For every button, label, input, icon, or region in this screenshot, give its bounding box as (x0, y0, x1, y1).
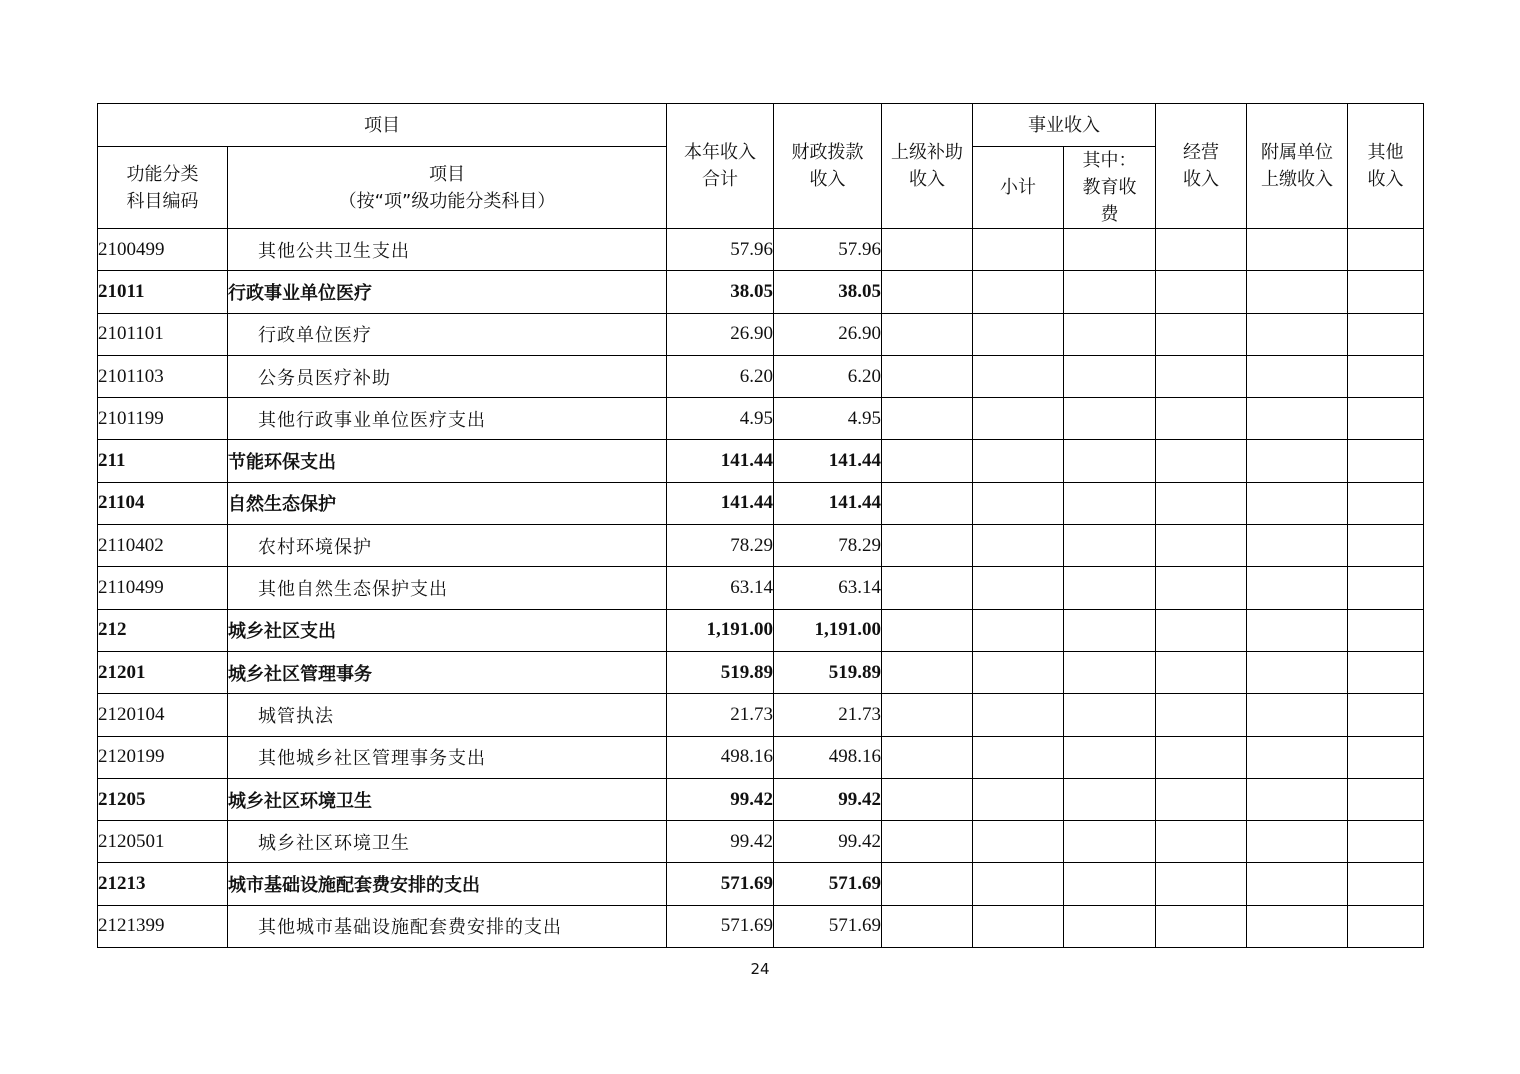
superior-subsidy-cell (882, 482, 973, 524)
name-cell: 城乡社区管理事务 (228, 651, 667, 693)
affiliated-income-cell (1247, 821, 1348, 863)
table-row (98, 355, 1424, 397)
education-fee-cell (1064, 863, 1156, 905)
other-income-cell (1348, 567, 1424, 609)
code-cell: 21011 (98, 271, 228, 313)
total-income-cell: 38.05 (667, 271, 774, 313)
superior-subsidy-cell (882, 609, 973, 651)
other-income-cell (1348, 313, 1424, 355)
table-row (98, 821, 1424, 863)
education-fee-cell (1064, 271, 1156, 313)
affiliated-income-cell (1247, 525, 1348, 567)
superior-subsidy-cell (882, 821, 973, 863)
affiliated-income-cell (1247, 482, 1348, 524)
education-fee-cell (1064, 651, 1156, 693)
other-income-cell (1348, 905, 1424, 947)
name-cell: 节能环保支出 (228, 440, 667, 482)
operating-income-cell (1156, 525, 1247, 567)
education-fee-cell (1064, 440, 1156, 482)
education-fee-cell (1064, 313, 1156, 355)
total-income-cell: 4.95 (667, 398, 774, 440)
page-number: 24 (750, 960, 770, 978)
name-cell: 城乡社区环境卫生 (228, 778, 667, 820)
name-cell: 农村环境保护 (228, 525, 667, 567)
other-income-cell (1348, 398, 1424, 440)
superior-subsidy-cell (882, 694, 973, 736)
code-cell: 2120199 (98, 736, 228, 778)
affiliated-income-cell (1247, 778, 1348, 820)
header-project-sub-title: 项目 (429, 163, 465, 185)
total-income-cell: 498.16 (667, 736, 774, 778)
business-subtotal-cell (973, 525, 1064, 567)
business-subtotal-cell (973, 355, 1064, 397)
name-cell: 其他行政事业单位医疗支出 (228, 398, 667, 440)
education-fee-cell (1064, 609, 1156, 651)
total-income-cell: 141.44 (667, 482, 774, 524)
total-income-cell: 78.29 (667, 525, 774, 567)
affiliated-income-cell (1247, 567, 1348, 609)
operating-income-cell (1156, 736, 1247, 778)
superior-subsidy-cell (882, 229, 973, 271)
operating-income-cell (1156, 863, 1247, 905)
table-row (98, 651, 1424, 693)
header-subtotal: 小计 (973, 147, 1064, 229)
table-row (98, 567, 1424, 609)
name-cell: 行政单位医疗 (228, 313, 667, 355)
table-row (98, 778, 1424, 820)
fiscal-appropriation-cell: 571.69 (774, 905, 882, 947)
code-cell: 21205 (98, 778, 228, 820)
operating-income-cell (1156, 609, 1247, 651)
business-subtotal-cell (973, 398, 1064, 440)
education-fee-cell (1064, 567, 1156, 609)
code-cell: 2120104 (98, 694, 228, 736)
table-row (98, 863, 1424, 905)
header-business-income: 事业收入 (973, 104, 1156, 147)
code-cell: 2101199 (98, 398, 228, 440)
total-income-cell: 571.69 (667, 863, 774, 905)
superior-subsidy-cell (882, 525, 973, 567)
other-income-cell (1348, 525, 1424, 567)
fiscal-appropriation-cell: 4.95 (774, 398, 882, 440)
code-cell: 211 (98, 440, 228, 482)
superior-subsidy-cell (882, 398, 973, 440)
affiliated-income-cell (1247, 440, 1348, 482)
operating-income-cell (1156, 821, 1247, 863)
fiscal-appropriation-cell: 38.05 (774, 271, 882, 313)
affiliated-income-cell (1247, 313, 1348, 355)
education-fee-cell (1064, 398, 1156, 440)
header-project-sub (228, 147, 667, 229)
table-row (98, 609, 1424, 651)
business-subtotal-cell (973, 863, 1064, 905)
operating-income-cell (1156, 694, 1247, 736)
education-fee-cell (1064, 736, 1156, 778)
name-cell: 其他公共卫生支出 (228, 229, 667, 271)
table-row (98, 398, 1424, 440)
business-subtotal-cell (973, 736, 1064, 778)
code-cell: 2110499 (98, 567, 228, 609)
other-income-cell (1348, 778, 1424, 820)
table-row (98, 905, 1424, 947)
education-fee-cell (1064, 525, 1156, 567)
fiscal-appropriation-cell: 6.20 (774, 355, 882, 397)
code-cell: 212 (98, 609, 228, 651)
fiscal-appropriation-cell: 78.29 (774, 525, 882, 567)
affiliated-income-cell (1247, 694, 1348, 736)
other-income-cell (1348, 651, 1424, 693)
fiscal-appropriation-cell: 99.42 (774, 821, 882, 863)
header-of-which-edu: 其中：教育收费 (1064, 147, 1156, 229)
other-income-cell (1348, 863, 1424, 905)
total-income-cell: 141.44 (667, 440, 774, 482)
fiscal-appropriation-cell: 63.14 (774, 567, 882, 609)
fiscal-appropriation-cell: 21.73 (774, 694, 882, 736)
other-income-cell (1348, 229, 1424, 271)
code-cell: 2121399 (98, 905, 228, 947)
education-fee-cell (1064, 355, 1156, 397)
other-income-cell (1348, 482, 1424, 524)
operating-income-cell (1156, 778, 1247, 820)
fiscal-appropriation-cell: 141.44 (774, 440, 882, 482)
superior-subsidy-cell (882, 905, 973, 947)
code-cell: 2101101 (98, 313, 228, 355)
affiliated-income-cell (1247, 609, 1348, 651)
fiscal-appropriation-cell: 26.90 (774, 313, 882, 355)
operating-income-cell (1156, 482, 1247, 524)
code-cell: 21213 (98, 863, 228, 905)
operating-income-cell (1156, 355, 1247, 397)
total-income-cell: 57.96 (667, 229, 774, 271)
business-subtotal-cell (973, 821, 1064, 863)
other-income-cell (1348, 736, 1424, 778)
operating-income-cell (1156, 440, 1247, 482)
table-body (98, 229, 1424, 948)
business-subtotal-cell (973, 313, 1064, 355)
header-func-code: 功能分类科目编码 (98, 147, 228, 229)
name-cell: 城乡社区环境卫生 (228, 821, 667, 863)
operating-income-cell (1156, 313, 1247, 355)
total-income-cell: 1,191.00 (667, 609, 774, 651)
name-cell: 其他自然生态保护支出 (228, 567, 667, 609)
name-cell: 公务员医疗补助 (228, 355, 667, 397)
other-income-cell (1348, 821, 1424, 863)
name-cell: 自然生态保护 (228, 482, 667, 524)
name-cell: 其他城乡社区管理事务支出 (228, 736, 667, 778)
name-cell: 其他城市基础设施配套费安排的支出 (228, 905, 667, 947)
code-cell: 21104 (98, 482, 228, 524)
fiscal-appropriation-cell: 519.89 (774, 651, 882, 693)
other-income-cell (1348, 355, 1424, 397)
affiliated-income-cell (1247, 355, 1348, 397)
business-subtotal-cell (973, 905, 1064, 947)
superior-subsidy-cell (882, 271, 973, 313)
business-subtotal-cell (973, 440, 1064, 482)
header-total-income: 本年收入合计 (667, 104, 774, 229)
education-fee-cell (1064, 905, 1156, 947)
table-row (98, 482, 1424, 524)
total-income-cell: 21.73 (667, 694, 774, 736)
total-income-cell: 26.90 (667, 313, 774, 355)
table-row (98, 313, 1424, 355)
table-row (98, 271, 1424, 313)
superior-subsidy-cell (882, 567, 973, 609)
business-subtotal-cell (973, 651, 1064, 693)
income-budget-table (97, 103, 1424, 948)
name-cell: 城乡社区支出 (228, 609, 667, 651)
fiscal-appropriation-cell: 571.69 (774, 863, 882, 905)
name-cell: 城管执法 (228, 694, 667, 736)
education-fee-cell (1064, 694, 1156, 736)
other-income-cell (1348, 609, 1424, 651)
total-income-cell: 519.89 (667, 651, 774, 693)
superior-subsidy-cell (882, 863, 973, 905)
total-income-cell: 6.20 (667, 355, 774, 397)
business-subtotal-cell (973, 271, 1064, 313)
code-cell: 2101103 (98, 355, 228, 397)
superior-subsidy-cell (882, 651, 973, 693)
header-superior-subsidy: 上级补助收入 (882, 104, 973, 229)
name-cell: 行政事业单位医疗 (228, 271, 667, 313)
total-income-cell: 571.69 (667, 905, 774, 947)
header-other-income: 其他收入 (1348, 104, 1424, 229)
affiliated-income-cell (1247, 271, 1348, 313)
code-cell: 2120501 (98, 821, 228, 863)
header-affiliated-income: 附属单位上缴收入 (1247, 104, 1348, 229)
name-cell: 城市基础设施配套费安排的支出 (228, 863, 667, 905)
header-project-sub-note: （按“项”级功能分类科目） (338, 190, 556, 212)
business-subtotal-cell (973, 609, 1064, 651)
fiscal-appropriation-cell: 57.96 (774, 229, 882, 271)
superior-subsidy-cell (882, 778, 973, 820)
operating-income-cell (1156, 229, 1247, 271)
education-fee-cell (1064, 229, 1156, 271)
header-project: 项目 (98, 104, 667, 147)
operating-income-cell (1156, 398, 1247, 440)
affiliated-income-cell (1247, 736, 1348, 778)
budget-table-container (97, 103, 1423, 948)
affiliated-income-cell (1247, 651, 1348, 693)
operating-income-cell (1156, 271, 1247, 313)
business-subtotal-cell (973, 229, 1064, 271)
header-fiscal-appropriation: 财政拨款收入 (774, 104, 882, 229)
fiscal-appropriation-cell: 1,191.00 (774, 609, 882, 651)
operating-income-cell (1156, 905, 1247, 947)
code-cell: 2110402 (98, 525, 228, 567)
header-operating-income: 经营收入 (1156, 104, 1247, 229)
total-income-cell: 99.42 (667, 821, 774, 863)
other-income-cell (1348, 440, 1424, 482)
affiliated-income-cell (1247, 398, 1348, 440)
superior-subsidy-cell (882, 355, 973, 397)
other-income-cell (1348, 271, 1424, 313)
affiliated-income-cell (1247, 905, 1348, 947)
other-income-cell (1348, 694, 1424, 736)
operating-income-cell (1156, 651, 1247, 693)
superior-subsidy-cell (882, 313, 973, 355)
fiscal-appropriation-cell: 141.44 (774, 482, 882, 524)
affiliated-income-cell (1247, 229, 1348, 271)
table-header (98, 104, 1424, 229)
superior-subsidy-cell (882, 736, 973, 778)
superior-subsidy-cell (882, 440, 973, 482)
business-subtotal-cell (973, 694, 1064, 736)
operating-income-cell (1156, 567, 1247, 609)
table-row (98, 736, 1424, 778)
fiscal-appropriation-cell: 498.16 (774, 736, 882, 778)
business-subtotal-cell (973, 778, 1064, 820)
education-fee-cell (1064, 821, 1156, 863)
business-subtotal-cell (973, 567, 1064, 609)
total-income-cell: 63.14 (667, 567, 774, 609)
education-fee-cell (1064, 778, 1156, 820)
business-subtotal-cell (973, 482, 1064, 524)
code-cell: 21201 (98, 651, 228, 693)
code-cell: 2100499 (98, 229, 228, 271)
table-row (98, 525, 1424, 567)
table-row (98, 440, 1424, 482)
table-row (98, 694, 1424, 736)
education-fee-cell (1064, 482, 1156, 524)
total-income-cell: 99.42 (667, 778, 774, 820)
table-row (98, 229, 1424, 271)
affiliated-income-cell (1247, 863, 1348, 905)
fiscal-appropriation-cell: 99.42 (774, 778, 882, 820)
